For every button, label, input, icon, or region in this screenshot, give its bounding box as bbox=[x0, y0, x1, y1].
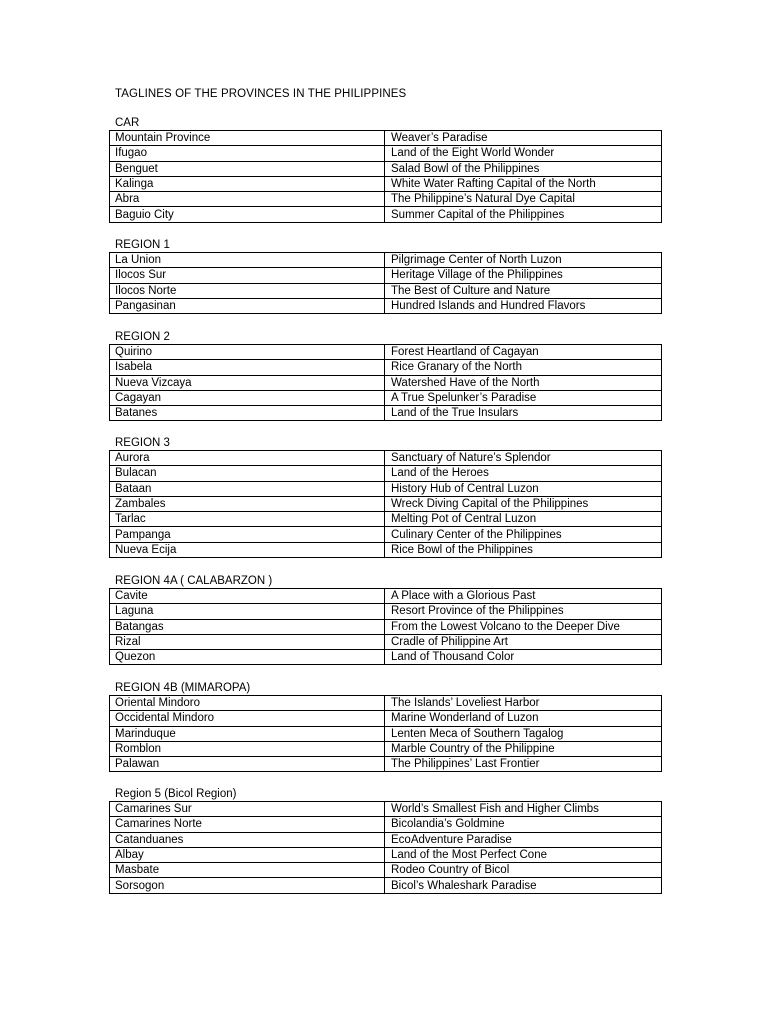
province-cell: Palawan bbox=[110, 757, 385, 772]
province-cell: Masbate bbox=[110, 863, 385, 878]
tagline-cell: Rice Granary of the North bbox=[385, 360, 662, 375]
province-cell: Ilocos Norte bbox=[110, 283, 385, 298]
region-table bbox=[109, 801, 662, 894]
tagline-cell: EcoAdventure Paradise bbox=[385, 832, 662, 847]
tagline-cell: Land of the Most Perfect Cone bbox=[385, 847, 662, 862]
table-row bbox=[110, 634, 662, 649]
table-row bbox=[110, 481, 662, 496]
province-cell: Occidental Mindoro bbox=[110, 711, 385, 726]
province-cell: Abra bbox=[110, 192, 385, 207]
region-heading: REGION 4B (MIMAROPA) bbox=[115, 682, 251, 694]
region-heading: CAR bbox=[115, 117, 140, 129]
table-row bbox=[110, 192, 662, 207]
tagline-cell: Culinary Center of the Philippines bbox=[385, 527, 662, 542]
table-row bbox=[110, 345, 662, 360]
tagline-cell: Sanctuary of Nature’s Splendor bbox=[385, 451, 662, 466]
table-row bbox=[110, 176, 662, 191]
table-row bbox=[110, 604, 662, 619]
province-cell: Bataan bbox=[110, 481, 385, 496]
table-row bbox=[110, 131, 662, 146]
table-row bbox=[110, 741, 662, 756]
province-cell: Bulacan bbox=[110, 466, 385, 481]
table-row bbox=[110, 466, 662, 481]
province-cell: Romblon bbox=[110, 741, 385, 756]
province-cell: Ifugao bbox=[110, 146, 385, 161]
province-cell: Marinduque bbox=[110, 726, 385, 741]
province-cell: Batanes bbox=[110, 406, 385, 421]
tagline-cell: A True Spelunker’s Paradise bbox=[385, 390, 662, 405]
tagline-cell: Weaver’s Paradise bbox=[385, 131, 662, 146]
tagline-cell: Land of the Eight World Wonder bbox=[385, 146, 662, 161]
province-cell: Cagayan bbox=[110, 390, 385, 405]
tagline-cell: Cradle of Philippine Art bbox=[385, 634, 662, 649]
province-cell: Quezon bbox=[110, 650, 385, 665]
table-row bbox=[110, 512, 662, 527]
tagline-cell: Rodeo Country of Bicol bbox=[385, 863, 662, 878]
province-cell: Tarlac bbox=[110, 512, 385, 527]
tagline-cell: Salad Bowl of the Philippines bbox=[385, 161, 662, 176]
table-row bbox=[110, 757, 662, 772]
table-row bbox=[110, 253, 662, 268]
province-cell: Kalinga bbox=[110, 176, 385, 191]
tagline-cell: The Philippine’s Natural Dye Capital bbox=[385, 192, 662, 207]
province-cell: Pangasinan bbox=[110, 298, 385, 313]
tagline-cell: Forest Heartland of Cagayan bbox=[385, 345, 662, 360]
region-table bbox=[109, 344, 662, 421]
table-row bbox=[110, 283, 662, 298]
tagline-cell: Lenten Meca of Southern Tagalog bbox=[385, 726, 662, 741]
tagline-cell: The Best of Culture and Nature bbox=[385, 283, 662, 298]
region-table bbox=[109, 588, 662, 665]
table-row bbox=[110, 161, 662, 176]
table-row bbox=[110, 146, 662, 161]
tagline-cell: Bicol’s Whaleshark Paradise bbox=[385, 878, 662, 893]
table-row bbox=[110, 390, 662, 405]
tagline-cell: Summer Capital of the Philippines bbox=[385, 207, 662, 222]
page-title: TAGLINES OF THE PROVINCES IN THE PHILIPPINES bbox=[115, 88, 407, 100]
province-cell: Camarines Norte bbox=[110, 817, 385, 832]
province-cell: Oriental Mindoro bbox=[110, 696, 385, 711]
region-heading: REGION 1 bbox=[115, 239, 170, 251]
province-cell: Ilocos Sur bbox=[110, 268, 385, 283]
tagline-cell: Marble Country of the Philippine bbox=[385, 741, 662, 756]
tagline-cell: Hundred Islands and Hundred Flavors bbox=[385, 298, 662, 313]
tagline-cell: The Philippines’ Last Frontier bbox=[385, 757, 662, 772]
table-row bbox=[110, 406, 662, 421]
tagline-cell: Resort Province of the Philippines bbox=[385, 604, 662, 619]
table-row bbox=[110, 298, 662, 313]
tagline-cell: From the Lowest Volcano to the Deeper Dive bbox=[385, 619, 662, 634]
province-cell: Catanduanes bbox=[110, 832, 385, 847]
table-row bbox=[110, 360, 662, 375]
province-cell: Mountain Province bbox=[110, 131, 385, 146]
province-cell: Sorsogon bbox=[110, 878, 385, 893]
province-cell: Pampanga bbox=[110, 527, 385, 542]
region-table bbox=[109, 450, 662, 558]
region-heading: REGION 4A ( CALABARZON ) bbox=[115, 575, 273, 587]
tagline-cell: World’s Smallest Fish and Higher Climbs bbox=[385, 802, 662, 817]
tagline-cell: The Islands’ Loveliest Harbor bbox=[385, 696, 662, 711]
province-cell: La Union bbox=[110, 253, 385, 268]
tagline-cell: Wreck Diving Capital of the Philippines bbox=[385, 496, 662, 511]
tagline-cell: Bicolandia’s Goldmine bbox=[385, 817, 662, 832]
province-cell: Rizal bbox=[110, 634, 385, 649]
table-row bbox=[110, 375, 662, 390]
tagline-cell: Marine Wonderland of Luzon bbox=[385, 711, 662, 726]
tagline-cell: Melting Pot of Central Luzon bbox=[385, 512, 662, 527]
table-row bbox=[110, 711, 662, 726]
province-cell: Baguio City bbox=[110, 207, 385, 222]
region-heading: Region 5 (Bicol Region) bbox=[115, 788, 237, 800]
table-row bbox=[110, 496, 662, 511]
region-table bbox=[109, 130, 662, 223]
table-row bbox=[110, 589, 662, 604]
tagline-cell: Land of Thousand Color bbox=[385, 650, 662, 665]
province-cell: Aurora bbox=[110, 451, 385, 466]
tagline-cell: Watershed Have of the North bbox=[385, 375, 662, 390]
table-row bbox=[110, 802, 662, 817]
tagline-cell: Land of the True Insulars bbox=[385, 406, 662, 421]
tagline-cell: Rice Bowl of the Philippines bbox=[385, 542, 662, 557]
region-table bbox=[109, 252, 662, 314]
tagline-cell: Land of the Heroes bbox=[385, 466, 662, 481]
table-row bbox=[110, 268, 662, 283]
province-cell: Camarines Sur bbox=[110, 802, 385, 817]
province-cell: Quirino bbox=[110, 345, 385, 360]
table-row bbox=[110, 207, 662, 222]
table-row bbox=[110, 832, 662, 847]
tagline-cell: History Hub of Central Luzon bbox=[385, 481, 662, 496]
table-row bbox=[110, 726, 662, 741]
table-row bbox=[110, 817, 662, 832]
region-table bbox=[109, 695, 662, 772]
table-row bbox=[110, 527, 662, 542]
province-cell: Isabela bbox=[110, 360, 385, 375]
province-cell: Nueva Vizcaya bbox=[110, 375, 385, 390]
region-heading: REGION 2 bbox=[115, 331, 170, 343]
province-cell: Benguet bbox=[110, 161, 385, 176]
province-cell: Nueva Ecija bbox=[110, 542, 385, 557]
tagline-cell: White Water Rafting Capital of the North bbox=[385, 176, 662, 191]
table-row bbox=[110, 696, 662, 711]
table-row bbox=[110, 451, 662, 466]
tagline-cell: A Place with a Glorious Past bbox=[385, 589, 662, 604]
province-cell: Laguna bbox=[110, 604, 385, 619]
table-row bbox=[110, 847, 662, 862]
tagline-cell: Pilgrimage Center of North Luzon bbox=[385, 253, 662, 268]
table-row bbox=[110, 863, 662, 878]
province-cell: Cavite bbox=[110, 589, 385, 604]
table-row bbox=[110, 542, 662, 557]
province-cell: Batangas bbox=[110, 619, 385, 634]
table-row bbox=[110, 878, 662, 893]
province-cell: Albay bbox=[110, 847, 385, 862]
tagline-cell: Heritage Village of the Philippines bbox=[385, 268, 662, 283]
table-row bbox=[110, 650, 662, 665]
region-heading: REGION 3 bbox=[115, 437, 170, 449]
province-cell: Zambales bbox=[110, 496, 385, 511]
table-row bbox=[110, 619, 662, 634]
